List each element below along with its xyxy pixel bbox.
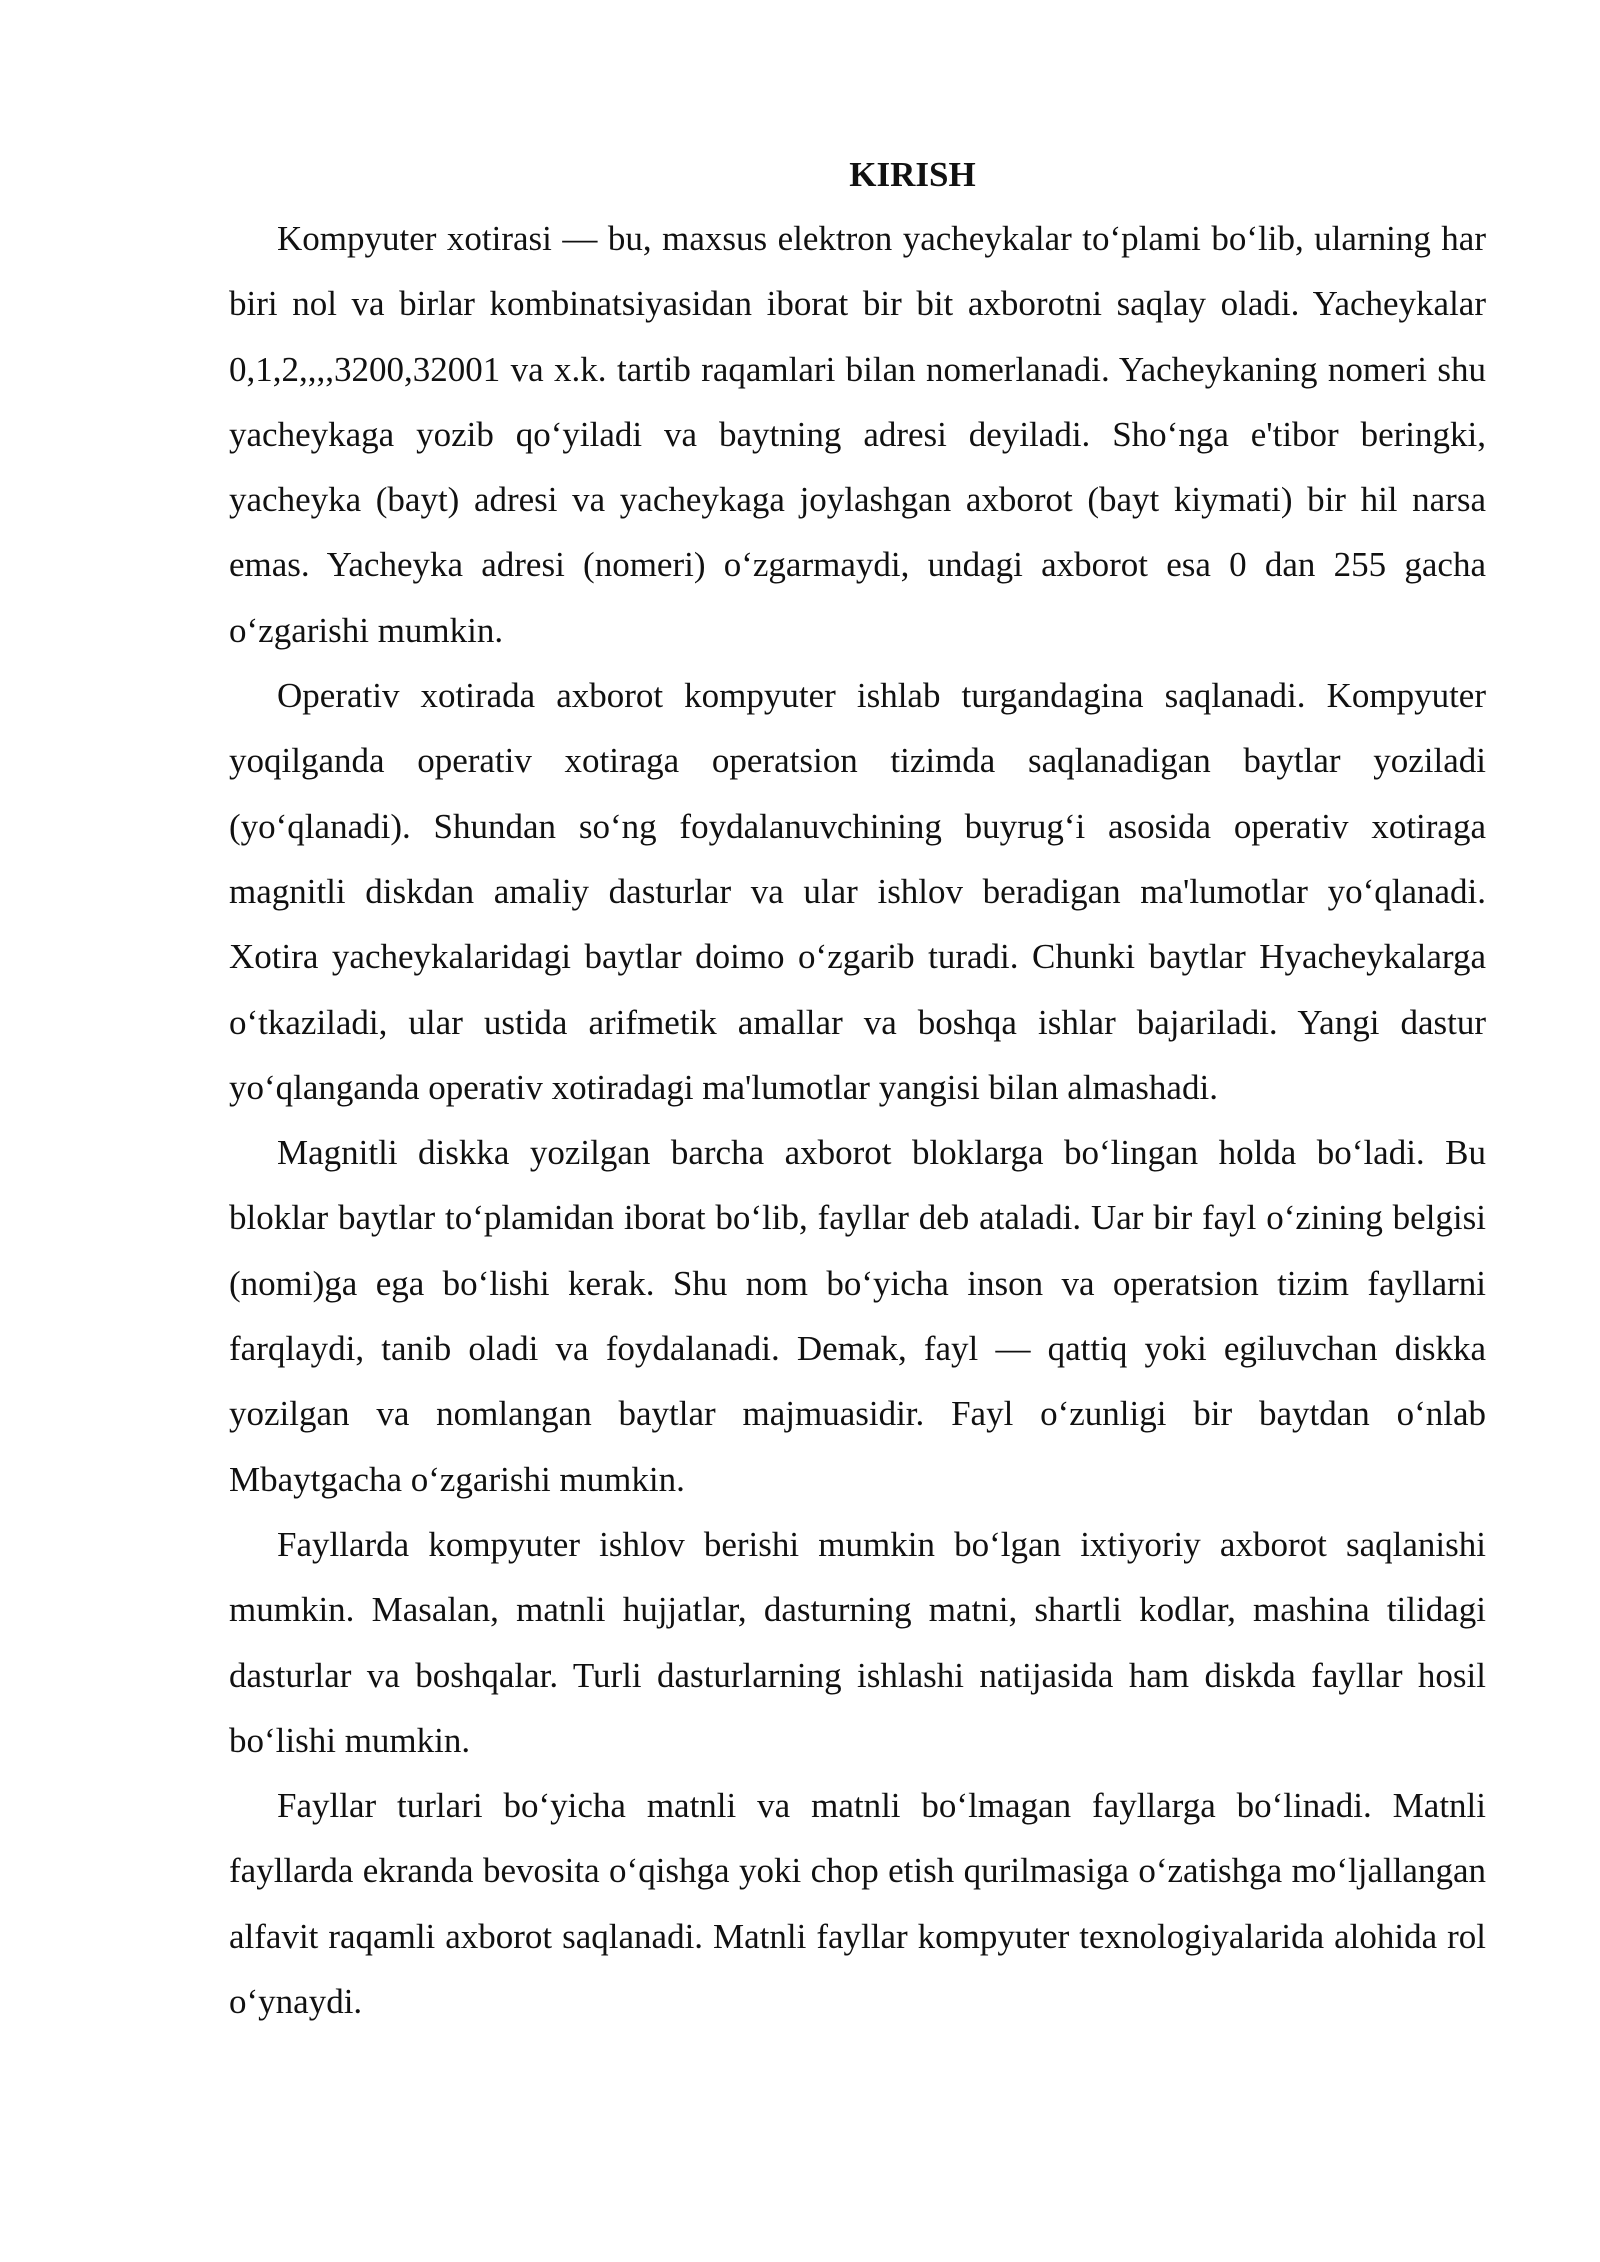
page-title: KIRISH — [849, 155, 976, 194]
paragraph-1: Kompyuter xotirasi — bu, maxsus elektron yacheykalar to‘plami bo‘lib, ularning har biri nol va birlar kombinatsiyasidan iborat bir bit axborotni saqlay oladi. Yacheykalar 0,1,2,,,,3200,32001 va x.k. tartib raqamlari bilan nomerlanadi. Yacheykaning nomeri shu yacheykaga yozib qo‘yiladi va baytning adresi deyiladi. Sho‘nga e'tibor beringki, yacheyka (bayt) adresi va yacheykaga joylashgan axborot (bayt kiymati) bir hil narsa emas. Yacheyka adresi (nomeri) o‘zgarmaydi, undagi axborot esa 0 dan 255 gacha o‘zgarishi mumkin. — [229, 219, 1486, 650]
paragraph-4: Fayllarda kompyuter ishlov berishi mumkin bo‘lgan ixtiyoriy axborot saqlanishi mumkin. Masalan, matnli hujjatlar, dasturning matni, shartli kodlar, mashina tilidagi dasturlar va boshqalar. Turli dasturlarning ishlashi natijasida ham diskda fayllar hosil bo‘lishi mumkin. — [229, 1524, 1486, 1760]
paragraph-2: Operativ xotirada axborot kompyuter ishlab turgandagina saqlanadi. Kompyuter yoqilganda operativ xotiraga operatsion tizimda saqlanadigan baytlar yoziladi (yo‘qlanadi). Shundan so‘ng foydalanuvchining buyrug‘i asosida operativ xotiraga magnitli diskdan amaliy dasturlar va ular ishlov beradigan ma'lumotlar yo‘qlanadi. Xotira yacheykalaridagi baytlar doimo o‘zgarib turadi. Chunki baytlar Hyacheykalarga o‘tkaziladi, ular ustida arifmetik amallar va boshqa ishlar bajariladi. Yangi dastur yo‘qlanganda operativ xotiradagi ma'lumotlar yangisi bilan almashadi. — [229, 676, 1486, 1107]
paragraph-3: Magnitli diskka yozilgan barcha axborot bloklarga bo‘lingan holda bo‘ladi. Bu bloklar baytlar to‘plamidan iborat bo‘lib, fayllar deb ataladi. Uar bir fayl o‘zining belgisi (nomi)ga ega bo‘lishi kerak. Shu nom bo‘yicha inson va operatsion tizim fayllarni farqlaydi, tanib oladi va foydalanadi. Demak, fayl — qattiq yoki egiluvchan diskka yozilgan va nomlangan baytlar majmuasidir. Fayl o‘zunligi bir baytdan o‘nlab Mbaytgacha o‘zgarishi mumkin. — [229, 1133, 1486, 1499]
document-body — [229, 150, 1486, 2034]
paragraph-5: Fayllar turlari bo‘yicha matnli va matnli bo‘lmagan fayllarga bo‘linadi. Matnli fayllarda ekranda bevosita o‘qishga yoki chop etish qurilmasiga o‘zatishga mo‘ljallangan alfavit raqamli axborot saqlanadi. Matnli fayllar kompyuter texnologiyalarida alohida rol o‘ynaydi. — [229, 1786, 1486, 2022]
